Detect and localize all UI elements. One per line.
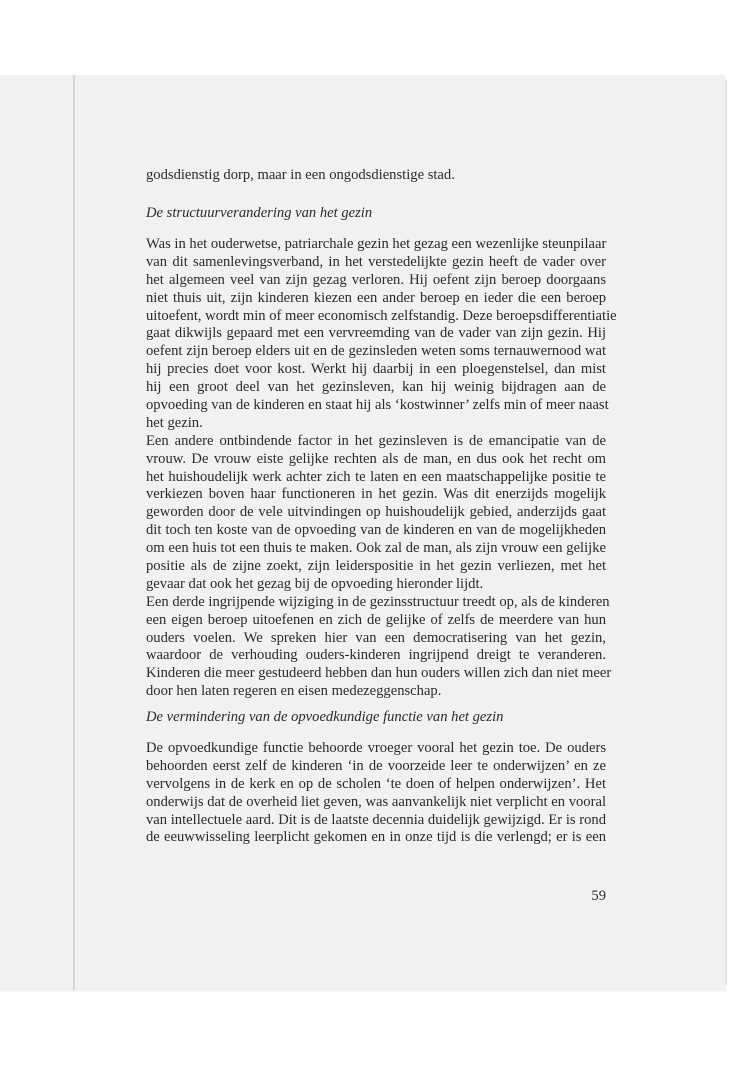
- continuation-text: [146, 167, 606, 185]
- text-line: om een huis tot een thuis te maken. Ook zal de man, als zijn vrouw een gelijke: [146, 540, 606, 557]
- text-line: dit toch ten koste van de opvoeding van de kinderen en van de mogelijkheden: [146, 522, 606, 539]
- text-line: van dit samenlevingsverband, in het verstedelijkte gezin heeft de vader over: [146, 253, 606, 270]
- text-line: behoorden eerst zelf de kinderen ‘in de voorzeide leer te onderwijzen’ en ze: [146, 757, 606, 774]
- text-line: Een andere ontbindende factor in het gezinsleven is de emancipatie van de: [146, 432, 606, 449]
- text-line: een eigen beroep uitoefenen en zich de gelijke of zelfs de meerdere van hun: [146, 611, 606, 628]
- text-line: gaat dikwijls gepaard met een vervreemding van de vader van zijn gezin. Hij: [146, 325, 606, 342]
- text-line: ouders voelen. We spreken hier van een democratisering van het gezin,: [146, 629, 606, 646]
- page-edge: [725, 80, 727, 985]
- text-line: Was in het ouderwetse, patriarchale gezin het gezag een wezenlijke steunpilaar: [146, 236, 607, 252]
- text-line: verkiezen boven haar functioneren in het gezin. Was dit enerzijds mogelijk: [146, 486, 606, 503]
- text-line: oefent zijn beroep elders uit en de gezinsleden weten soms ternauwernood wat: [146, 343, 606, 360]
- page-number: 59: [591, 888, 606, 904]
- text-line: door hen laten regeren en eisen medezeggenschap.: [146, 683, 442, 700]
- text-line: het gezin.: [146, 414, 203, 431]
- text-line: hij precies doet voor kost. Werkt hij daarbij in een ploegenstelsel, dan mist: [146, 361, 606, 378]
- text-line: het huishoudelijk werk achter zich te laten en een maatschappelijke positie te: [146, 468, 606, 485]
- text-line: de eeuwwisseling leerplicht gekomen en in onze tijd is die verlengd; er is een: [146, 829, 606, 846]
- text-line: vervolgens in de kerk en op de scholen ‘te doen of helpen onderwijzen’. Het: [146, 775, 606, 792]
- text-line: opvoeding van de kinderen en staat hij als ‘kostwinner’ zelfs min of meer naast: [146, 397, 609, 414]
- page-gutter: [73, 75, 75, 990]
- text-line: De opvoedkundige functie behoorde vroeger vooral het gezin toe. De ouders: [146, 740, 606, 756]
- text-line: hij een groot deel van het gezinsleven, kan hij weinig bijdragen aan de: [146, 379, 606, 396]
- text-line: uitoefent, wordt min of meer economisch zelfstandig. Deze beroepsdifferentiatie: [146, 307, 617, 324]
- section-body: [146, 236, 617, 701]
- text-line: het algemeen veel van zijn gezag verloren. Hij oefent zijn beroep doorgaans: [146, 271, 606, 288]
- text-line: van intellectuele aard. Dit is de laatste decennia duidelijk gewijzigd. Er is rond: [146, 811, 606, 828]
- section-heading: De structuurverandering van het gezin: [146, 205, 373, 221]
- text-line: onderwijs dat de overheid liet geven, was aanvankelijk niet verplicht en vooral: [146, 793, 606, 810]
- section-body: [146, 740, 606, 847]
- text-line: geworden door de vele uitvindingen op huishoudelijk gebied, anderzijds gaat: [146, 504, 606, 521]
- section-heading: De vermindering van de opvoedkundige functie van het gezin: [146, 709, 504, 725]
- text-line: niet thuis uit, zijn kinderen kiezen een ander beroep en ieder die een beroep: [146, 289, 606, 306]
- text-line: positie als de zijne zoekt, zijn leiderspositie in het gezin verliezen, met het: [146, 558, 606, 575]
- text-line: waardoor de verhouding ouders-kinderen ingrijpend dreigt te veranderen.: [146, 647, 606, 664]
- text-line: Kinderen die meer gestudeerd hebben dan hun ouders willen zich dan niet meer: [146, 665, 612, 682]
- text-line: vrouw. De vrouw eiste gelijke rechten als de man, en dus ook het recht om: [146, 450, 606, 467]
- text-line: godsdienstig dorp, maar in een ongodsdienstige stad.: [146, 167, 455, 183]
- text-line: Een derde ingrijpende wijziging in de gezinsstructuur treedt op, als de kinderen: [146, 593, 610, 610]
- text-line: gevaar dat ook het gezag bij de opvoeding hieronder lijdt.: [146, 575, 484, 592]
